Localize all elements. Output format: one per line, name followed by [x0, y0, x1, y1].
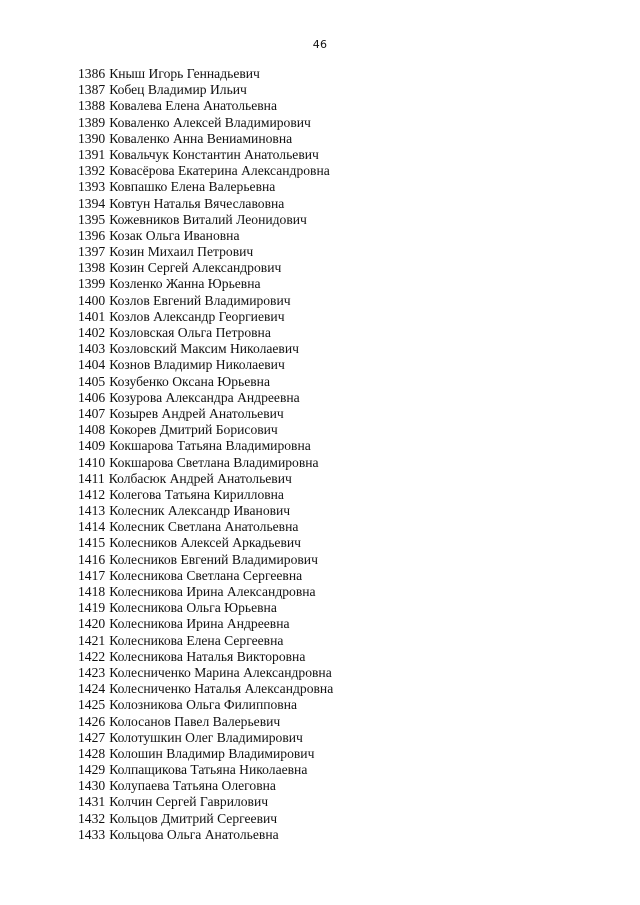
entry-number: 1411	[78, 470, 105, 486]
entry-name: Ковтун Наталья Вячеславовна	[109, 195, 285, 211]
entry-name: Колесникова Ольга Юрьевна	[109, 600, 277, 616]
entry-name: Козубенко Оксана Юрьевна	[109, 373, 270, 389]
list-item	[78, 794, 333, 810]
entry-name: Колчин Сергей Гаврилович	[109, 794, 269, 810]
list-item	[78, 244, 333, 260]
list-item	[78, 98, 333, 114]
entry-number: 1415	[78, 535, 106, 551]
entry-number: 1405	[78, 373, 106, 389]
list-item	[78, 260, 333, 276]
entry-name: Колупаева Татьяна Олеговна	[109, 778, 276, 794]
list-item	[78, 697, 333, 713]
list-item	[78, 681, 333, 697]
entry-name: Колесникова Ирина Андреевна	[109, 616, 290, 632]
entry-name: Колпащикова Татьяна Николаевна	[109, 762, 308, 778]
entry-name: Колесниченко Марина Александровна	[109, 664, 332, 680]
entry-name: Колесниченко Наталья Александровна	[109, 681, 334, 697]
entry-name: Колесникова Светлана Сергеевна	[109, 567, 303, 583]
entry-name: Ковалева Елена Анатольевна	[109, 98, 277, 114]
list-item	[78, 179, 333, 195]
list-item	[78, 778, 333, 794]
entry-number: 1420	[78, 616, 106, 632]
list-item	[78, 730, 333, 746]
list-item	[78, 228, 333, 244]
entry-name: Кокшарова Светлана Владимировна	[109, 454, 319, 470]
list-item	[78, 276, 333, 292]
list-item	[78, 131, 333, 147]
list-item	[78, 163, 333, 179]
list-item	[78, 422, 333, 438]
entry-number: 1399	[78, 276, 106, 292]
entry-name: Колесник Светлана Анатольевна	[109, 519, 299, 535]
entry-name: Колесников Евгений Владимирович	[109, 551, 318, 567]
list-item	[78, 584, 333, 600]
list-item	[78, 82, 333, 98]
list-item	[78, 438, 333, 454]
entry-number: 1425	[78, 697, 106, 713]
entry-number: 1427	[78, 729, 106, 745]
entry-number: 1412	[78, 486, 106, 502]
entry-number: 1421	[78, 632, 106, 648]
list-item	[78, 406, 333, 422]
page-number: 46	[312, 38, 328, 51]
list-item	[78, 746, 333, 762]
entry-number: 1429	[78, 762, 106, 778]
list-item	[78, 390, 333, 406]
entry-name: Козлов Евгений Владимирович	[109, 292, 291, 308]
entry-name: Колегова Татьяна Кирилловна	[109, 486, 284, 502]
entry-name: Козлов Александр Георгиевич	[109, 308, 285, 324]
entry-number: 1430	[78, 778, 106, 794]
list-item	[78, 309, 333, 325]
entry-name: Колозникова Ольга Филипповна	[109, 697, 298, 713]
entry-name: Кольцова Ольга Анатольевна	[109, 826, 279, 842]
entry-name: Ковпашко Елена Валерьевна	[109, 179, 276, 195]
entry-number: 1398	[78, 260, 106, 276]
list-item	[78, 115, 333, 131]
entry-name: Кознов Владимир Николаевич	[109, 357, 285, 373]
list-item	[78, 633, 333, 649]
list-item	[78, 519, 333, 535]
entry-number: 1393	[78, 179, 106, 195]
entry-name: Ковасёрова Екатерина Александровна	[109, 163, 330, 179]
entry-name: Колотушкин Олег Владимирович	[109, 729, 303, 745]
list-item	[78, 374, 333, 390]
entry-number: 1417	[78, 567, 106, 583]
entry-number: 1402	[78, 325, 106, 340]
list-item	[78, 714, 333, 730]
entry-name: Козловская Ольга Петровна	[109, 325, 271, 340]
entry-number: 1404	[78, 357, 106, 373]
list-item	[78, 535, 333, 551]
entry-number: 1390	[78, 130, 106, 146]
list-item	[78, 827, 333, 843]
entry-number: 1403	[78, 341, 106, 357]
entry-name: Ковальчук Константин Анатольевич	[109, 146, 319, 162]
entry-name: Кобец Владимир Ильич	[109, 82, 247, 98]
list-item	[78, 487, 333, 503]
entry-number: 1387	[78, 82, 106, 98]
entry-name: Кныш Игорь Геннадьевич	[109, 66, 260, 81]
entry-number: 1426	[78, 713, 106, 729]
list-item	[78, 66, 333, 82]
entry-name: Кольцов Дмитрий Сергеевич	[109, 810, 278, 826]
entry-name: Козловский Максим Николаевич	[109, 341, 299, 357]
entry-number: 1396	[78, 227, 106, 243]
entry-number: 1418	[78, 584, 106, 599]
entry-number: 1406	[78, 389, 106, 405]
entry-number: 1407	[78, 405, 106, 421]
entry-name: Коваленко Алексей Владимирович	[109, 114, 311, 130]
list-item	[78, 649, 333, 665]
entry-name: Коваленко Анна Вениаминовна	[109, 130, 293, 146]
entry-name: Кокшарова Татьяна Владимировна	[109, 438, 311, 454]
entry-name: Козырев Андрей Анатольевич	[109, 405, 284, 421]
entry-number: 1397	[78, 244, 106, 260]
list-item	[78, 568, 333, 584]
list-item	[78, 762, 333, 778]
entry-name: Колошин Владимир Владимирович	[109, 745, 315, 761]
list-item	[78, 600, 333, 616]
list-item	[78, 196, 333, 212]
list-item	[78, 503, 333, 519]
entry-number: 1428	[78, 745, 106, 761]
entry-number: 1416	[78, 551, 106, 567]
entry-number: 1389	[78, 114, 106, 130]
entry-number: 1431	[78, 794, 106, 810]
entry-number: 1400	[78, 292, 106, 308]
entry-name: Колесников Алексей Аркадьевич	[109, 535, 301, 551]
list-item	[78, 665, 333, 681]
entry-name: Козленко Жанна Юрьевна	[109, 276, 261, 292]
entry-number: 1388	[78, 98, 106, 114]
entry-name: Колесник Александр Иванович	[109, 503, 291, 519]
list-item	[78, 552, 333, 568]
entry-number: 1391	[78, 146, 106, 162]
entry-name: Козин Михаил Петрович	[109, 244, 254, 260]
entry-number: 1413	[78, 503, 106, 519]
list-item	[78, 811, 333, 827]
entry-name: Колбасюк Андрей Анатольевич	[108, 470, 292, 486]
list-item	[78, 293, 333, 309]
entry-number: 1423	[78, 664, 106, 680]
entry-number: 1419	[78, 600, 106, 616]
entry-number: 1409	[78, 438, 106, 454]
entry-number: 1392	[78, 163, 106, 179]
list-item	[78, 471, 333, 487]
entry-number: 1433	[78, 826, 106, 842]
entry-number: 1432	[78, 810, 106, 826]
list-item	[78, 357, 333, 373]
entry-number: 1395	[78, 211, 106, 227]
entry-name: Колосанов Павел Валерьевич	[109, 713, 281, 729]
list-item	[78, 212, 333, 228]
entry-name: Колесникова Елена Сергеевна	[109, 632, 284, 648]
list-item	[78, 616, 333, 632]
entry-number: 1424	[78, 681, 106, 697]
entry-number: 1408	[78, 422, 106, 438]
entry-number: 1386	[78, 66, 106, 81]
list-item	[78, 455, 333, 471]
entry-number: 1414	[78, 519, 106, 535]
entry-name: Кожевников Виталий Леонидович	[109, 211, 307, 227]
entry-name: Колесникова Ирина Александровна	[109, 584, 316, 599]
entry-name: Кокорев Дмитрий Борисович	[109, 422, 278, 438]
entry-name: Козак Ольга Ивановна	[109, 227, 240, 243]
entry-name: Колесникова Наталья Викторовна	[109, 648, 306, 664]
entry-list	[78, 66, 333, 843]
entry-name: Козурова Александра Андреевна	[109, 389, 300, 405]
list-item	[78, 341, 333, 357]
entry-name: Козин Сергей Александрович	[109, 260, 282, 276]
list-item	[78, 325, 333, 341]
entry-number: 1422	[78, 648, 106, 664]
entry-number: 1401	[78, 308, 106, 324]
entry-number: 1394	[78, 195, 106, 211]
list-item	[78, 147, 333, 163]
entry-number: 1410	[78, 454, 106, 470]
